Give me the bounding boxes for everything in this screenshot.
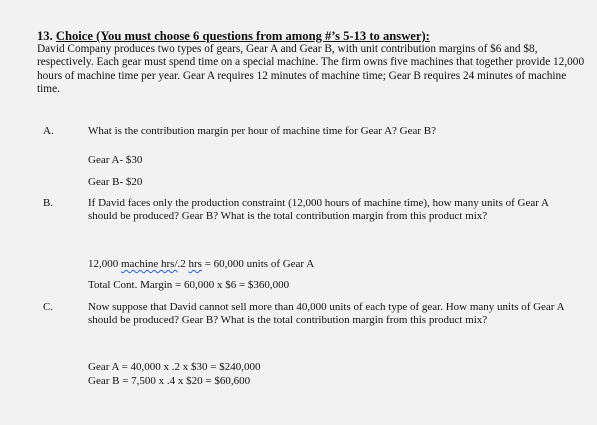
- part-b-marker: B.: [43, 197, 54, 209]
- part-b-answer-2: Total Cont. Margin = 60,000 x $6 = $360,000: [88, 279, 290, 291]
- part-b-answer-1-post: = 60,000 units of Gear A: [201, 258, 315, 270]
- question-number: 13.: [37, 29, 53, 43]
- part-c-answer-2: Gear B = 7,500 x .4 x $20 = $60,600: [88, 375, 251, 387]
- question-header: [37, 29, 589, 96]
- part-b-prompt: If David faces only the production constraint (12,000 hours of machine time), how many units of Gear A should be produced? Gear B? What is the total contribution margin from this product mix?: [88, 197, 549, 223]
- part-b-answer-1-pre: 12,000: [88, 258, 121, 270]
- spelling-flag-hrs: hrs: [188, 258, 202, 270]
- part-c-prompt: Now suppose that David cannot sell more than 40,000 units of each type of gear. How many units of Gear A should be produced? Gear B? What is the total contribution margin from this product mix?: [88, 301, 564, 327]
- part-a-marker: A.: [43, 125, 54, 137]
- question-title: [37, 29, 589, 43]
- part-a-answer-2: Gear B- $20: [88, 176, 143, 188]
- spelling-flag-machine-hrs: machine hrs/: [121, 258, 178, 270]
- part-a-answer-1: Gear A- $30: [88, 154, 143, 166]
- part-a-prompt: What is the contribution margin per hour of machine time for Gear A? Gear B?: [88, 125, 437, 137]
- part-c-marker: C.: [43, 301, 54, 313]
- part-b-answer-1-mid: .2: [177, 258, 189, 270]
- part-b-answer-1: [88, 258, 568, 271]
- question-intro: David Company produces two types of gears, Gear A and Gear B, with unit contribution margins of $6 and $8, respectively. Each gear must spend time on a special machine. The firm owns five machines that together provide 12,000 hours of machine time per year. Gear A requires 12 minutes of machine time; Gear B requires 24 minutes of machine time.: [37, 43, 585, 95]
- question-title-text: Choice (You must choose 6 questions from among #’s 5-13 to answer):: [55, 29, 430, 43]
- part-c-answer-1: Gear A = 40,000 x .2 x $30 = $240,000: [88, 361, 261, 373]
